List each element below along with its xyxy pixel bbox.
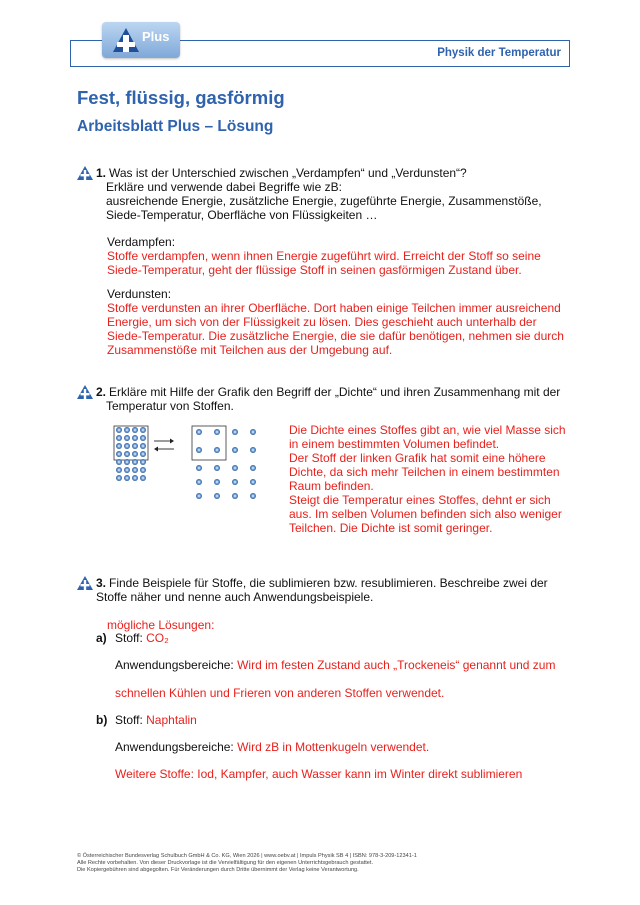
question-3-number: 3. — [96, 576, 107, 590]
stoff-label: Stoff: — [115, 631, 147, 645]
answer-a-marker: a) — [96, 631, 107, 645]
question-1-prompt-line: Erkläre und verwende dabei Begriffe wie zB: — [106, 180, 342, 194]
answer-b-anwendung — [115, 740, 429, 755]
plus-logo — [102, 22, 180, 58]
question-2-answer-line: Steigt die Temperatur eines Stoffes, dehnt er sich — [289, 493, 551, 507]
anwendung-label: Anwendungsbereiche: — [115, 658, 238, 672]
answer-b-marker: b) — [96, 713, 108, 727]
question-2-answer-line: Teilchen. Die Dichte ist somit geringer. — [289, 521, 493, 535]
logo-text: Plus — [142, 29, 170, 44]
answer-a-anwendung — [115, 658, 555, 673]
verdampfen-label: Verdampfen: — [107, 235, 176, 249]
verdunsten-label: Verdunsten: — [107, 287, 172, 301]
further-substances: Weitere Stoffe: Iod, Kampfer, auch Wasser kann im Winter direkt sublimieren — [115, 767, 523, 781]
triangle-logo-icon — [112, 27, 140, 53]
possible-solutions-label: mögliche Lösungen: — [107, 618, 215, 632]
question-1-prompt-line: Was ist der Unterschied zwischen „Verdampfen“ und „Verdunsten“? — [109, 166, 467, 180]
stoff-value: Naphtalin — [146, 713, 197, 727]
verdunsten-answer-line: Zusammenstöße mit Teilchen aus der Umgebung auf. — [107, 343, 393, 357]
answer-b-stoff — [115, 713, 197, 728]
footer-legal — [77, 853, 417, 875]
verdunsten-answer-line: Siede-Temperatur. Die zusätzliche Energie, die sie dafür benötigen, nehmen sie durch — [107, 329, 564, 343]
question-2-icon — [77, 385, 93, 399]
anwendung-label: Anwendungsbereiche: — [115, 740, 238, 754]
question-2-answer-line: Der Stoff der linken Grafik hat somit eine höhere — [289, 451, 546, 465]
verdampfen-answer-line: Siede-Temperatur, geht der flüssige Stoff in seinen gasförmigen Zustand über. — [107, 263, 522, 277]
stoff-label: Stoff: — [115, 713, 147, 727]
anwendung-value: Wird im festen Zustand auch „Trockeneis“ genannt und zum — [237, 658, 556, 672]
question-2-answer-line: in einem bestimmten Volumen befindet. — [289, 437, 500, 451]
question-1-icon — [77, 166, 93, 180]
footer-line: Alle Rechte vorbehalten. Von dieser Druckvorlage ist die Vervielfältigung für den eigenen Unterrichtsgebrauch gestattet. — [77, 860, 374, 867]
density-diagram — [112, 424, 278, 504]
question-1-number: 1. — [96, 166, 107, 180]
question-3-icon — [77, 576, 93, 590]
question-3-prompt-line: Finde Beispiele für Stoffe, die sublimieren bzw. resublimieren. Beschreibe zwei der — [109, 576, 548, 590]
question-2-answer-line: Raum befinden. — [289, 479, 374, 493]
question-2-answer-line: aus. Im selben Volumen befinden sich also weniger — [289, 507, 562, 521]
verdunsten-answer-line: Stoffe verdunsten an ihrer Oberfläche. Dort haben einige Teilchen immer ausreichend — [107, 301, 561, 315]
footer-line: © Österreichischer Bundesverlag Schulbuch GmbH & Co. KG, Wien 2026 | www.oebv.at | Impuls Physik SB 4 | ISBN: 978-3-209-12341-1 — [77, 853, 417, 859]
question-2-answer-line: Die Dichte eines Stoffes gibt an, wie viel Masse sich — [289, 423, 566, 437]
footer-line: Die Kopiergebühren sind abgegolten. Für Veränderungen durch Dritte übernimmt der Verlag keine Verantwortung. — [77, 867, 359, 874]
verdunsten-answer-line: Energie, um sich von der Flüssigkeit zu lösen. Dies geschieht auch unterhalb der — [107, 315, 537, 329]
question-3-prompt-line: Stoffe näher und nenne auch Anwendungsbeispiele. — [96, 590, 374, 604]
answer-a-stoff — [115, 631, 169, 646]
anwendung-value-continued: schnellen Kühlen und Frieren von anderen Stoffen verwendet. — [115, 686, 445, 700]
question-2-prompt-line: Erkläre mit Hilfe der Grafik den Begriff der „Dichte“ und ihren Zusammenhang mit der — [109, 385, 561, 399]
question-2-number: 2. — [96, 385, 107, 399]
page-subtitle: Arbeitsblatt Plus – Lösung — [77, 118, 274, 135]
question-2-answer-line: Dichte, da sich mehr Teilchen in einem bestimmten — [289, 465, 560, 479]
stoff-value: CO₂ — [146, 631, 169, 645]
question-1-prompt-line: ausreichende Energie, zusätzliche Energie, zugeführte Energie, Zusammenstöße, — [106, 194, 542, 208]
question-2-prompt-line: Temperatur von Stoffen. — [106, 399, 234, 413]
anwendung-value: Wird zB in Mottenkugeln verwendet. — [237, 740, 430, 754]
question-1-prompt-line: Siede-Temperatur, Oberfläche von Flüssigkeiten … — [106, 208, 378, 222]
page-title: Fest, flüssig, gasförmig — [77, 87, 285, 108]
verdampfen-answer-line: Stoffe verdampfen, wenn ihnen Energie zugeführt wird. Erreicht der Stoff so seine — [107, 249, 541, 263]
header-topic: Physik der Temperatur — [437, 47, 561, 59]
